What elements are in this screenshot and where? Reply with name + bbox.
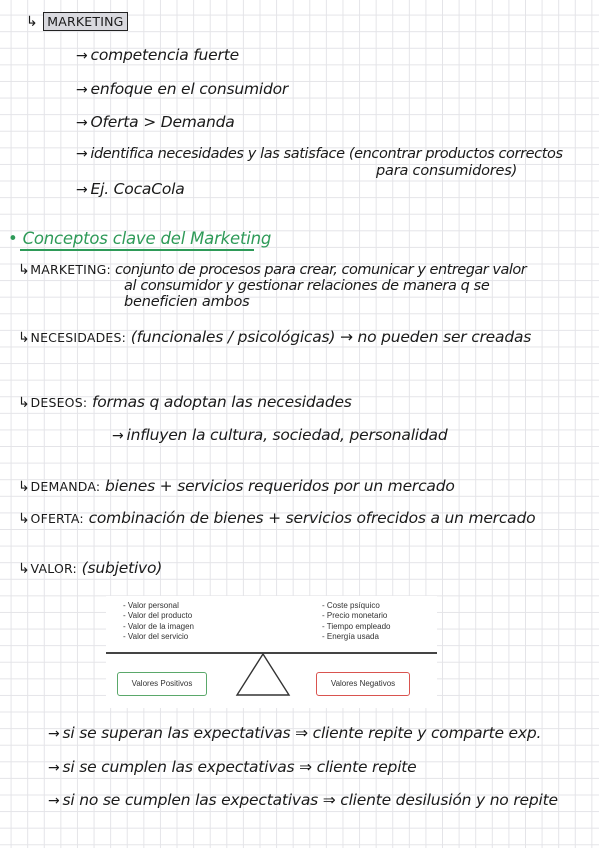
arrow-icon: → [112, 428, 124, 444]
hook-arrow-icon: ↳ [18, 561, 30, 577]
positive-values-box: Valores Positivos [117, 672, 207, 696]
balance-fulcrum-icon [235, 653, 291, 697]
marketing-definition: ↳MARKETING: conjunto de procesos para crear, comunicar y entregar valor [18, 262, 527, 278]
hook-arrow-icon: ↳ [26, 14, 38, 30]
arrow-icon: → [48, 726, 60, 742]
hook-arrow-icon: ↳ [18, 262, 30, 278]
section-title: • Conceptos clave del Marketing [8, 229, 272, 248]
value-balance-diagram [106, 596, 437, 708]
hook-arrow-icon: ↳ [18, 395, 30, 411]
deseos-sub: → influyen la cultura, sociedad, personalidad [112, 426, 448, 444]
negative-values-list: - Coste psíquico - Precio monetario - Tiempo empleado - Energía usada [322, 601, 391, 642]
intro-bullet: → Ej. CocaCola [76, 180, 185, 198]
necesidades-row: ↳NECESIDADES: (funcionales / psicológicas) → no pueden ser creadas [18, 328, 532, 346]
marketing-heading: MARKETING [43, 12, 127, 31]
intro-bullet-continuation: para consumidores) [376, 163, 518, 179]
demanda-row: ↳DEMANDA: bienes + servicios requeridos por un mercado [18, 477, 455, 495]
arrow-icon: → [76, 115, 88, 131]
arrow-icon: → [76, 146, 88, 162]
hook-arrow-icon: ↳ [18, 330, 30, 346]
marketing-definition-line: al consumidor y gestionar relaciones de manera q se [124, 278, 490, 294]
intro-bullet: → identifica necesidades y las satisface (encontrar productos correctos [76, 146, 563, 162]
intro-bullet: → Oferta > Demanda [76, 113, 235, 131]
deseos-row: ↳DESEOS: formas q adoptan las necesidades [18, 393, 352, 411]
oferta-row: ↳OFERTA: combinación de bienes + servicios ofrecidos a un mercado [18, 509, 536, 527]
intro-bullet: → enfoque en el consumidor [76, 80, 289, 98]
arrow-icon: → [48, 793, 60, 809]
hook-arrow-icon: ↳ [18, 479, 30, 495]
hook-arrow-icon: ↳ [18, 511, 30, 527]
arrow-icon: → [76, 82, 88, 98]
negative-values-box: Valores Negativos [316, 672, 410, 696]
arrow-icon: → [76, 182, 88, 198]
positive-values-list: - Valor personal - Valor del producto - Valor de la imagen - Valor del servicio [123, 601, 194, 642]
arrow-icon: → [48, 760, 60, 776]
outcome-item: → si se superan las expectativas ⇒ cliente repite y comparte exp. [48, 724, 542, 742]
outcome-item: → si no se cumplen las expectativas ⇒ cliente desilusión y no repite [48, 791, 558, 809]
intro-heading-row [26, 12, 128, 30]
outcome-item: → si se cumplen las expectativas ⇒ cliente repite [48, 758, 417, 776]
marketing-definition-line: beneficien ambos [124, 294, 250, 310]
arrow-icon: → [76, 48, 88, 64]
valor-row: ↳VALOR: (subjetivo) [18, 559, 163, 577]
section-title-underline [20, 249, 254, 251]
intro-bullet: → competencia fuerte [76, 46, 239, 64]
